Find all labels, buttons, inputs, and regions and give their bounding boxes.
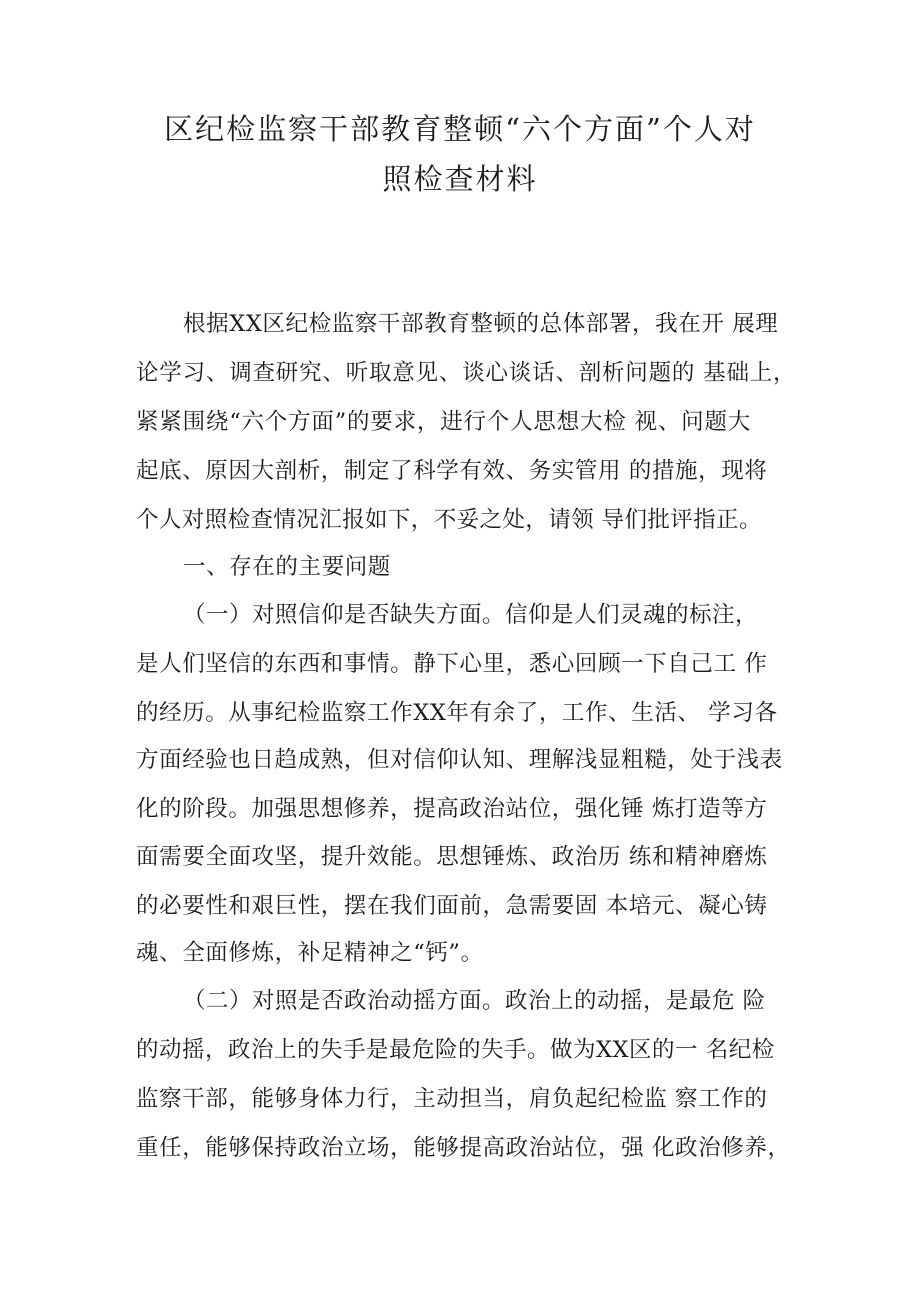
body-line-14: 魂、全面修炼，补足精神之“钙”。 — [136, 940, 484, 966]
body-line-1: 根据XX区纪检监察干部教育整顿的总体部署，我在开 展理 — [183, 311, 779, 337]
document-title-line-1: 区纪检监察干部教育整顿“六个方面”个人对 — [164, 112, 756, 146]
body-line-15: （二）对照是否政治动摇方面。政治上的动摇，是最危 险 — [183, 988, 766, 1014]
body-line-11: 化的阶段。加强思想修养，提高政治站位，强化锤 炼打造等方 — [136, 796, 768, 822]
section-heading-1: 一、存在的主要问题 — [183, 554, 391, 580]
body-line-13: 的必要性和艰巨性，摆在我们面前，急需要固 本培元、凝心铸 — [136, 893, 768, 919]
document-title-line-2: 照检查材料 — [382, 162, 538, 196]
body-line-2: 论学习、调查研究、听取意见、谈心谈话、剖析问题的 基础上， — [136, 360, 797, 386]
body-line-17: 监察干部，能够身体力行，主动担当，肩负起纪检监 察工作的 — [136, 1086, 768, 1112]
body-line-5: 个人对照检查情况汇报如下，不妥之处，请领 导们批评指正。 — [136, 507, 762, 533]
body-line-8: 是人们坚信的东西和事情。静下心里，悉心回顾一下自己工 作 — [136, 651, 768, 677]
body-line-7: （一）对照信仰是否缺失方面。信仰是人们灵魂的标注， — [183, 602, 759, 628]
body-line-16: 的动摇，政治上的失手是最危险的失手。做为XX区的一 名纪检 — [136, 1037, 775, 1063]
body-line-10: 方面经验也日趋成熟，但对信仰认知、理解浅显粗糙，处于浅表 — [136, 747, 783, 773]
body-line-3: 紧紧围绕“六个方面”的要求，进行个人思想大检 视、问题大 — [136, 409, 752, 435]
body-line-18: 重任，能够保持政治立场，能够提高政治站位，强 化政治修养， — [136, 1135, 791, 1161]
body-line-4: 起底、原因大剖析，制定了科学有效、务实管用 的措施，现将 — [136, 458, 768, 484]
body-line-12: 面需要全面攻坚，提升效能。思想锤炼、政治历 练和精神磨炼 — [136, 844, 768, 870]
body-line-9: 的经历。从事纪检监察工作XX年有余了，工作、生活、 学习各 — [136, 700, 778, 726]
